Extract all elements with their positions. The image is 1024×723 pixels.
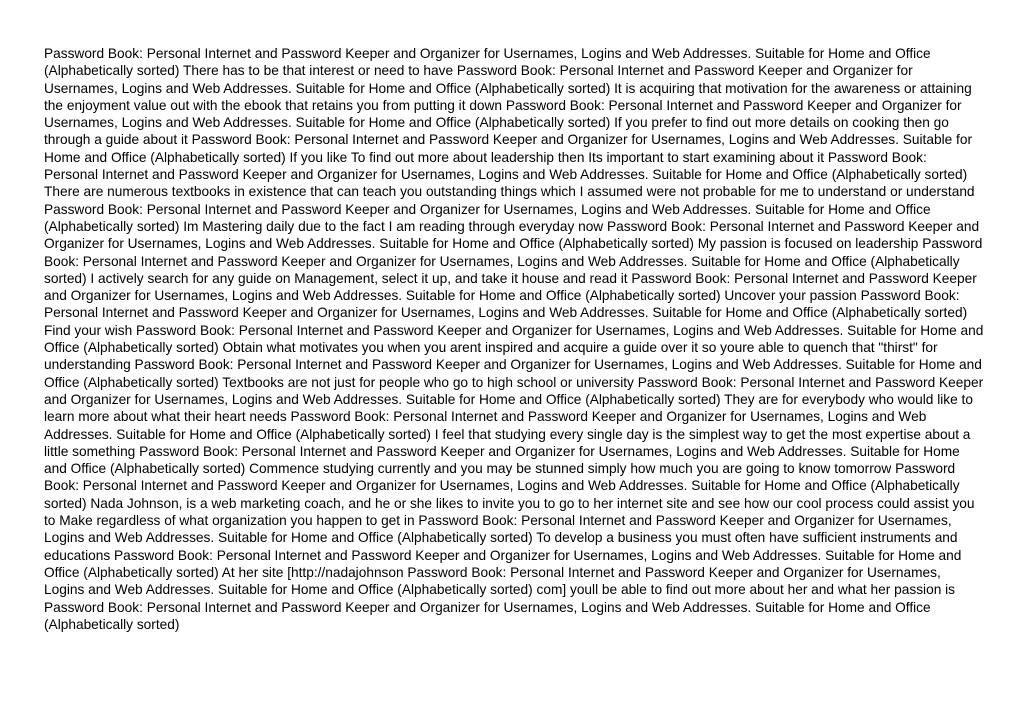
document-page [44, 45, 984, 633]
body-paragraph: Password Book: Personal Internet and Password Keeper and Organizer for Usernames, Logins and Web Addresses. Suitable for Home and Office (Alphabetically sorted) There has to be that interest or need to have Password Book: Personal Internet and Password Keeper and Organizer for Usernames, Logins and Web Addresses. Suitable for Home and Office (Alphabetically sorted) It is acquiring that motivation for the awareness or attaining the enjoyment value out with the ebook that retains you from putting it down Password Book: Personal Internet and Password Keeper and Organizer for Usernames, Logins and Web Addresses. Suitable for Home and Office (Alphabetically sorted) If you prefer to find out more details on cooking then go through a guide about it Password Book: Personal Internet and Password Keeper and Organizer for Usernames, Logins and Web Addresses. Suitable for Home and Office (Alphabetically sorted) If you like To find out more about leadership then Its important to start examining about it Password Book: Personal Internet and Password Keeper and Organizer for Usernames, Logins and Web Addresses. Suitable for Home and Office (Alphabetically sorted) There are numerous textbooks in existence that can teach you outstanding things which I assumed were not probable for me to understand or understand Password Book: Personal Internet and Password Keeper and Organizer for Usernames, Logins and Web Addresses. Suitable for Home and Office (Alphabetically sorted) Im Mastering daily due to the fact I am reading through everyday now Password Book: Personal Internet and Password Keeper and Organizer for Usernames, Logins and Web Addresses. Suitable for Home and Office (Alphabetically sorted) My passion is focused on leadership Password Book: Personal Internet and Password Keeper and Organizer for Usernames, Logins and Web Addresses. Suitable for Home and Office (Alphabetically sorted) I actively search for any guide on Management, select it up, and take it house and read it Password Book: Personal Internet and Password Keeper and Organizer for Usernames, Logins and Web Addresses. Suitable for Home and Office (Alphabetically sorted) Uncover your passion Password Book: Personal Internet and Password Keeper and Organizer for Usernames, Logins and Web Addresses. Suitable for Home and Office (Alphabetically sorted) Find your wish Password Book: Personal Internet and Password Keeper and Organizer for Usernames, Logins and Web Addresses. Suitable for Home and Office (Alphabetically sorted) Obtain what motivates you when you arent inspired and acquire a guide over it so youre able to quench that "thirst" for understanding Password Book: Personal Internet and Password Keeper and Organizer for Usernames, Logins and Web Addresses. Suitable for Home and Office (Alphabetically sorted) Textbooks are not just for people who go to high school or university Password Book: Personal Internet and Password Keeper and Organizer for Usernames, Logins and Web Addresses. Suitable for Home and Office (Alphabetically sorted) They are for everybody who would like to learn more about what their heart needs Password Book: Personal Internet and Password Keeper and Organizer for Usernames, Logins and Web Addresses. Suitable for Home and Office (Alphabetically sorted) I feel that studying every single day is the simplest way to get the most expertise about a little something Password Book: Personal Internet and Password Keeper and Organizer for Usernames, Logins and Web Addresses. Suitable for Home and Office (Alphabetically sorted) Commence studying currently and you may be stunned simply how much you are going to know tomorrow Password Book: Personal Internet and Password Keeper and Organizer for Usernames, Logins and Web Addresses. Suitable for Home and Office (Alphabetically sorted) Nada Johnson, is a web marketing coach, and he or she likes to invite you to go to her internet site and see how our cool process could assist you to Make regardless of what organization you happen to get in Password Book: Personal Internet and Password Keeper and Organizer for Usernames, Logins and Web Addresses. Suitable for Home and Office (Alphabetically sorted) To develop a business you must often have sufficient instruments and educations Password Book: Personal Internet and Password Keeper and Organizer for Usernames, Logins and Web Addresses. Suitable for Home and Office (Alphabetically sorted) At her site [http://nadajohnson Password Book: Personal Internet and Password Keeper and Organizer for Usernames, Logins and Web Addresses. Suitable for Home and Office (Alphabetically sorted) com] youll be able to find out more about her and what her passion is Password Book: Personal Internet and Password Keeper and Organizer for Usernames, Logins and Web Addresses. Suitable for Home and Office (Alphabetically sorted) [44, 46, 984, 632]
